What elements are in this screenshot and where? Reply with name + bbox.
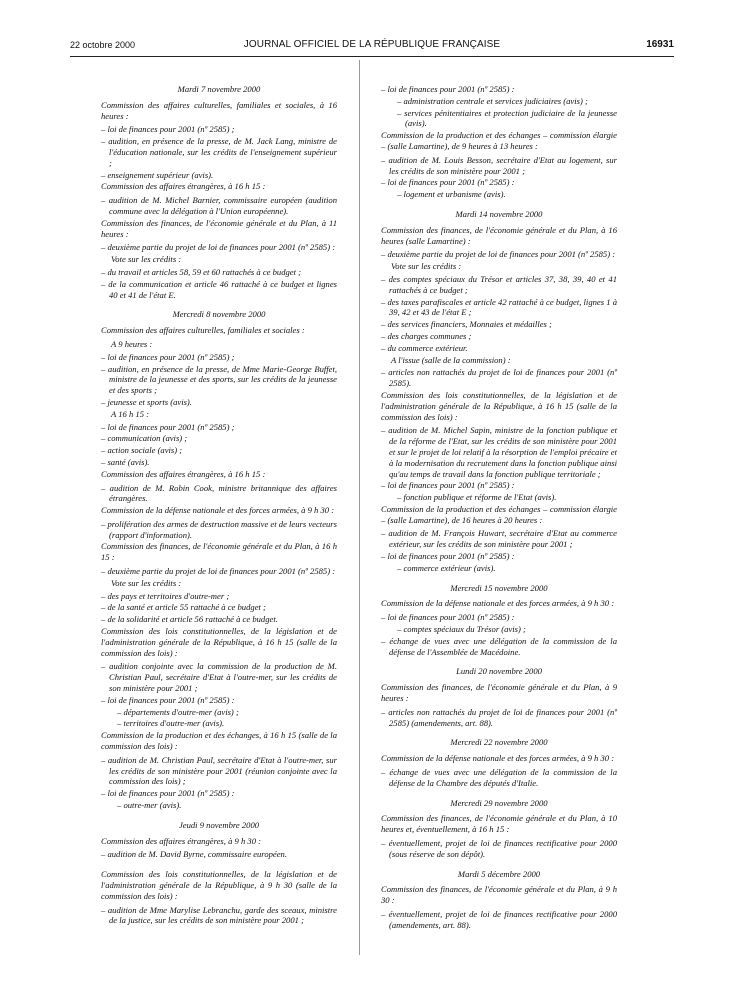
committee-paragraph: Commission de la défense nationale et des forces armées, à 9 h 30 : [381, 753, 615, 764]
agenda-item: – communication (avis) ; [101, 433, 188, 444]
committee-paragraph: Commission des affaires étrangères, à 16 h 15 : [101, 181, 266, 192]
agenda-item: – deuxième partie du projet de loi de finances pour 2001 (nº 2585) : [381, 249, 616, 260]
committee-paragraph: Commission de la production et des échanges – commission élargie – (salle Lamartine), de 9 heures à 13 heures : [381, 130, 617, 151]
date-heading: Mercredi 8 novembre 2000 [172, 309, 266, 320]
date-heading: Jeudi 9 novembre 2000 [178, 819, 260, 830]
committee-paragraph: Commission des finances, de l'économie générale et du Plan, à 9 heures : [381, 682, 617, 704]
date-heading: Mardi 7 novembre 2000 [177, 84, 261, 94]
agenda-item: – audition de M. Michel Sapin, ministre de la fonction publique et de la réforme de l'Etat, sur les crédits de son ministère pour 2001 et sur le projet de loi relatif à la résorption de l'emploi précaire et à la modernisation du recrutement dans la fonction publique ainsi qu'au temps de travail dans la fonction publique territoriale ; [381, 425, 617, 479]
date-heading: Mardi 14 novembre 2000 [455, 208, 543, 219]
agenda-item: – du commerce extérieur. [381, 342, 468, 353]
date-heading: Mercredi 15 novembre 2000 [450, 582, 548, 593]
agenda-item: – loi de finances pour 2001 (nº 2585) : [381, 177, 515, 188]
agenda-subitem: – départements d'outre-mer (avis) ; [117, 706, 239, 717]
committee-paragraph: Commission des finances, de l'économie générale et du Plan, à 11 heures : [101, 217, 337, 239]
agenda-subitem: – commerce extérieur (avis). [397, 562, 496, 573]
header-date: 22 octobre 2000 [70, 40, 136, 50]
agenda-item: – jeunesse et sports (avis). [101, 396, 192, 407]
agenda-item: – de la santé et article 55 rattaché à ce budget ; [101, 602, 266, 613]
agenda-item: – articles non rattachés du projet de loi de finances pour 2001 (nº 2585) (amendements, art. 88). [381, 706, 617, 728]
committee-paragraph: Commission des finances, de l'économie générale et du Plan, à 16 heures (salle Lamartine) : [381, 224, 617, 246]
committee-paragraph: Commission de la production et des échanges, à 16 h 15 (salle de la commission des lois) : [101, 730, 337, 752]
agenda-item: – audition, en présence de la presse, de Mme Marie-George Buffet, ministre de la jeunesse et des sports, sur les crédits de la jeunesse et des sports ; [101, 363, 337, 396]
committee-paragraph: Commission des finances, de l'économie générale et du Plan, à 10 heures et, éventuellement, à 16 h 15 : [381, 813, 617, 835]
agenda-subitem: – services pénitentiaires et protection judiciaire de la jeunesse (avis). [397, 107, 617, 129]
page-number: 16931 [646, 39, 674, 50]
agenda-item: – enseignement supérieur (avis). [101, 169, 214, 180]
date-heading: Mercredi 22 novembre 2000 [450, 737, 548, 748]
committee-paragraph: Commission des finances, de l'économie générale et du Plan, à 16 h 15 : [101, 541, 337, 563]
agenda-item: – échange de vues avec une délégation de la commission de la défense de l'Assemblée de Macédoine. [381, 635, 617, 657]
committee-paragraph: Commission de la production et des échanges – commission élargie – (salle Lamartine), de 16 heures à 20 heures : [381, 503, 617, 525]
agenda-item: – éventuellement, projet de loi de finances rectificative pour 2000 (amendements, art. 88). [381, 909, 617, 930]
agenda-item: – loi de finances pour 2001 (nº 2585) ; [101, 421, 235, 432]
agenda-item: – audition, en présence de la presse, de M. Jack Lang, ministre de l'éducation nationale, sur les crédits de l'enseignement supérieur ; [101, 136, 337, 168]
agenda-item: – audition conjointe avec la commission de la production de M. Christian Paul, secrétaire d'Etat à l'outre-mer, sur les crédits de son ministère pour 2001 ; [101, 661, 337, 694]
agenda-item: – prolifération des armes de destruction massive et de leurs vecteurs (rapport d'information). [101, 518, 337, 540]
agenda-item: – de la solidarité et article 56 rattaché à ce budget. [101, 614, 278, 625]
agenda-item: – loi de finances pour 2001 (nº 2585) ; [101, 124, 235, 135]
committee-paragraph: Commission des lois constitutionnelles, de la législation et de l'administration générale de la République, à 16 h 15 (salle de la commission des lois) : [101, 626, 337, 658]
time-label: A 9 heures : [111, 338, 153, 349]
date-heading: Mercredi 29 novembre 2000 [450, 797, 548, 808]
agenda-item: – des charges communes ; [381, 330, 472, 341]
agenda-subitem: – comptes spéciaux du Trésor (avis) ; [397, 624, 526, 635]
time-label: A l'issue (salle de la commission) : [391, 354, 511, 365]
agenda-item: – loi de finances pour 2001 (nº 2585) : [381, 480, 515, 491]
agenda-item: – deuxième partie du projet de loi de finances pour 2001 (nº 2585) : [101, 242, 336, 253]
agenda-item: – des pays et territoires d'outre-mer ; [101, 590, 230, 601]
page-header [70, 38, 674, 52]
agenda-item: – audition de M. Robin Cook, ministre britannique des affaires étrangères. [101, 482, 337, 504]
agenda-item: – audition de M. David Byrne, commissaire européen. [101, 849, 287, 860]
right-column [381, 84, 617, 932]
agenda-item: – deuxième partie du projet de loi de finances pour 2001 (nº 2585) : [101, 566, 336, 577]
committee-paragraph: Commission de la défense nationale et des forces armées, à 9 h 30 : [101, 505, 335, 516]
column-divider [359, 60, 360, 955]
agenda-item: – des comptes spéciaux du Trésor et articles 37, 38, 39, 40 et 41 rattachés à ce budget ; [381, 273, 617, 295]
agenda-item: – audition de Mme Marylise Lebranchu, garde des sceaux, ministre de la justice, sur les crédits de son ministère pour 2001 ; [101, 904, 337, 926]
agenda-item: – audition de M. Michel Barnier, commissaire européen (audition commune avec la délégation à l'Union européenne). [101, 195, 337, 216]
date-heading: Mardi 5 décembre 2000 [457, 868, 541, 879]
journal-title: JOURNAL OFFICIEL DE LA RÉPUBLIQUE FRANÇAISE [243, 39, 501, 50]
left-column [101, 84, 337, 927]
committee-paragraph: Commission des finances, de l'économie générale et du Plan, à 9 h 30 : [381, 884, 617, 906]
committee-paragraph: Commission des lois constitutionnelles, de la législation et de l'administration générale de la République, à 16 h 15 (salle de la commission des lois) : [381, 389, 617, 422]
committee-paragraph: Commission des lois constitutionnelles, de la législation et de l'administration générale de la République, à 9 h 30 (salle de la commission des lois) : [101, 869, 337, 901]
agenda-item: – loi de finances pour 2001 (nº 2585) : [381, 84, 515, 94]
agenda-subitem: – territoires d'outre-mer (avis). [117, 718, 225, 729]
agenda-subitem: – logement et urbanisme (avis). [397, 189, 506, 200]
agenda-subitem: – fonction publique et réforme de l'Etat (avis). [397, 492, 557, 503]
agenda-item: – audition de M. Louis Besson, secrétaire d'Etat au logement, sur les crédits de son ministère pour 2001 ; [381, 154, 617, 176]
agenda-item: – loi de finances pour 2001 (nº 2585) : [381, 551, 515, 562]
agenda-subitem: – administration centrale et services judiciaires (avis) ; [397, 95, 588, 106]
agenda-item: – de la communication et article 46 rattaché à ce budget et lignes 40 et 41 de l'état E. [101, 278, 337, 300]
time-label: A 16 h 15 : [111, 408, 150, 419]
committee-paragraph: Commission de la défense nationale et des forces armées, à 9 h 30 : [381, 598, 615, 609]
agenda-item: – articles non rattachés du projet de loi de finances pour 2001 (nº 2585). [381, 367, 617, 389]
committee-paragraph: Commission des affaires étrangères, à 9 h 30 : [101, 835, 262, 846]
agenda-item: – du travail et articles 58, 59 et 60 rattachés à ce budget ; [101, 266, 302, 277]
agenda-item: – santé (avis). [101, 456, 150, 467]
agenda-item: – audition de M. Christian Paul, secrétaire d'Etat à l'outre-mer, sur les crédits de son ministère pour 2001 (réunion conjointe avec la commission des lois) ; [101, 754, 337, 787]
vote-label: Vote sur les crédits : [111, 577, 182, 588]
agenda-item: – loi de finances pour 2001 (nº 2585) : [101, 694, 235, 705]
committee-paragraph: Commission des affaires étrangères, à 16 h 15 : [101, 468, 266, 479]
agenda-item: – des taxes parafiscales et article 42 rattaché à ce budget, lignes 1 à 39, 42 et 43 de l'état E ; [381, 296, 617, 318]
header-rule [70, 56, 674, 57]
date-heading: Lundi 20 novembre 2000 [456, 666, 542, 677]
agenda-item: – échange de vues avec une délégation de la commission de la défense de la Chambre des députés d'Italie. [381, 767, 617, 788]
vote-label: Vote sur les crédits : [111, 254, 182, 265]
agenda-item: – action sociale (avis) ; [101, 445, 183, 456]
agenda-subitem: – outre-mer (avis). [117, 800, 182, 811]
committee-paragraph: Commission des affaires culturelles, familiales et sociales, à 16 heures : [101, 99, 337, 121]
agenda-item: – loi de finances pour 2001 (nº 2585) : [381, 612, 515, 623]
agenda-item: – loi de finances pour 2001 (nº 2585) ; [101, 351, 235, 362]
committee-paragraph: Commission des affaires culturelles, familiales et sociales : [101, 325, 305, 336]
agenda-item: – éventuellement, projet de loi de finances rectificative pour 2000 (sous réserve de son dépôt). [381, 838, 617, 859]
agenda-item: – des services financiers, Monnaies et médailles ; [381, 319, 552, 330]
agenda-item: – audition de M. François Huwart, secrétaire d'Etat au commerce extérieur, sur les crédits de son ministère pour 2001 ; [381, 528, 617, 550]
agenda-item: – loi de finances pour 2001 (nº 2585) : [101, 788, 235, 799]
vote-label: Vote sur les crédits : [391, 261, 462, 272]
